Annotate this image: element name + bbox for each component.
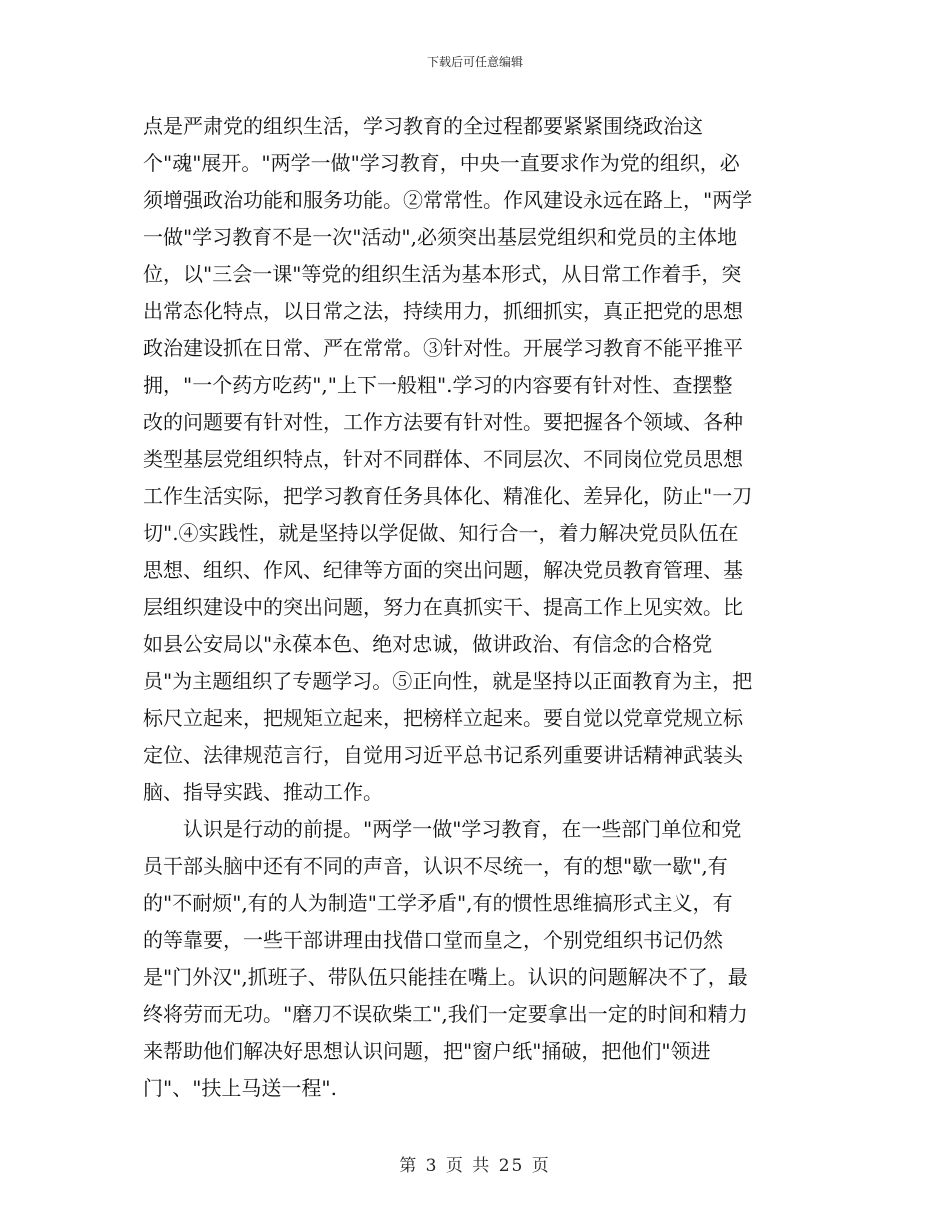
body-line: 点是严肃党的组织生活，学习教育的全过程都要紧紧围绕政治这	[143, 114, 703, 138]
page-header-note: 下载后可任意编辑	[426, 55, 523, 69]
body-line: 来帮助他们解决好思想认识问题，把"窗户纸"捅破，把他们"领进	[143, 1039, 711, 1063]
body-line: 出常态化特点，以日常之法，持续用力，抓细抓实，真正把党的思想	[143, 299, 743, 323]
body-line: 政治建设抓在日常、严在常常。③针对性。开展学习教育不能平推平	[143, 336, 743, 360]
body-line: 一做"学习教育不是一次"活动",必须突出基层党组织和党员的主体地	[143, 225, 737, 249]
body-line: 个"魂"展开。"两学一做"学习教育，中央一直要求作为党的组织，必	[143, 151, 740, 175]
body-line: 切".④实践性，就是坚持以学促做、知行合一，着力解决党员队伍在	[143, 521, 739, 545]
body-line: 须增强政治功能和服务功能。②常常性。作风建设永远在路上，"两学	[143, 188, 753, 212]
paragraph-first-line: 认识是行动的前提。"两学一做"学习教育，在一些部门单位和党	[183, 817, 742, 841]
body-line: 层组织建设中的突出问题，努力在真抓实干、提高工作上见实效。比	[143, 595, 743, 619]
body-line: 脑、指导实践、推动工作。	[143, 780, 383, 804]
body-line: 如县公安局以"永葆本色、绝对忠诚，做讲政治、有信念的合格党	[143, 632, 713, 656]
body-line: 类型基层党组织特点，针对不同群体、不同层次、不同岗位党员思想	[143, 447, 743, 471]
body-line: 员干部头脑中还有不同的声音，认识不尽统一，有的想"歇一歇",有	[143, 854, 728, 878]
body-line: 思想、组织、作风、纪律等方面的突出问题，解决党员教育管理、基	[143, 558, 743, 582]
body-line: 的等靠要，一些干部讲理由找借口堂而皇之，个别党组织书记仍然	[143, 928, 723, 952]
body-line: 改的问题要有针对性，工作方法要有针对性。要把握各个领域、各种	[143, 410, 743, 434]
body-line: 拥，"一个药方吃药","上下一般粗".学习的内容要有针对性、查摆整	[143, 373, 733, 397]
body-line: 定位、法律规范言行，自觉用习近平总书记系列重要讲话精神武装头	[143, 743, 743, 767]
body-line: 工作生活实际，把学习教育任务具体化、精准化、差异化，防止"一刀	[143, 484, 753, 508]
body-line: 终将劳而无功。"磨刀不误砍柴工",我们一定要拿出一定的时间和精力	[143, 1002, 748, 1026]
body-line: 标尺立起来，把规矩立起来，把榜样立起来。要自觉以党章党规立标	[143, 706, 743, 730]
page-number: 第 3 页 共 25 页	[399, 1156, 551, 1176]
body-line: 门"、"扶上马送一程".	[143, 1076, 337, 1100]
body-line: 是"门外汉",抓班子、带队伍只能挂在嘴上。认识的问题解决不了，最	[143, 965, 748, 989]
document-body	[143, 108, 807, 1107]
body-line: 的"不耐烦",有的人为制造"工学矛盾",有的惯性思维搞形式主义，有	[143, 891, 733, 915]
body-line: 员"为主题组织了专题学习。⑤正向性，就是坚持以正面教育为主，把	[143, 669, 753, 693]
body-line: 位，以"三会一课"等党的组织生活为基本形式，从日常工作着手，突	[143, 262, 742, 286]
